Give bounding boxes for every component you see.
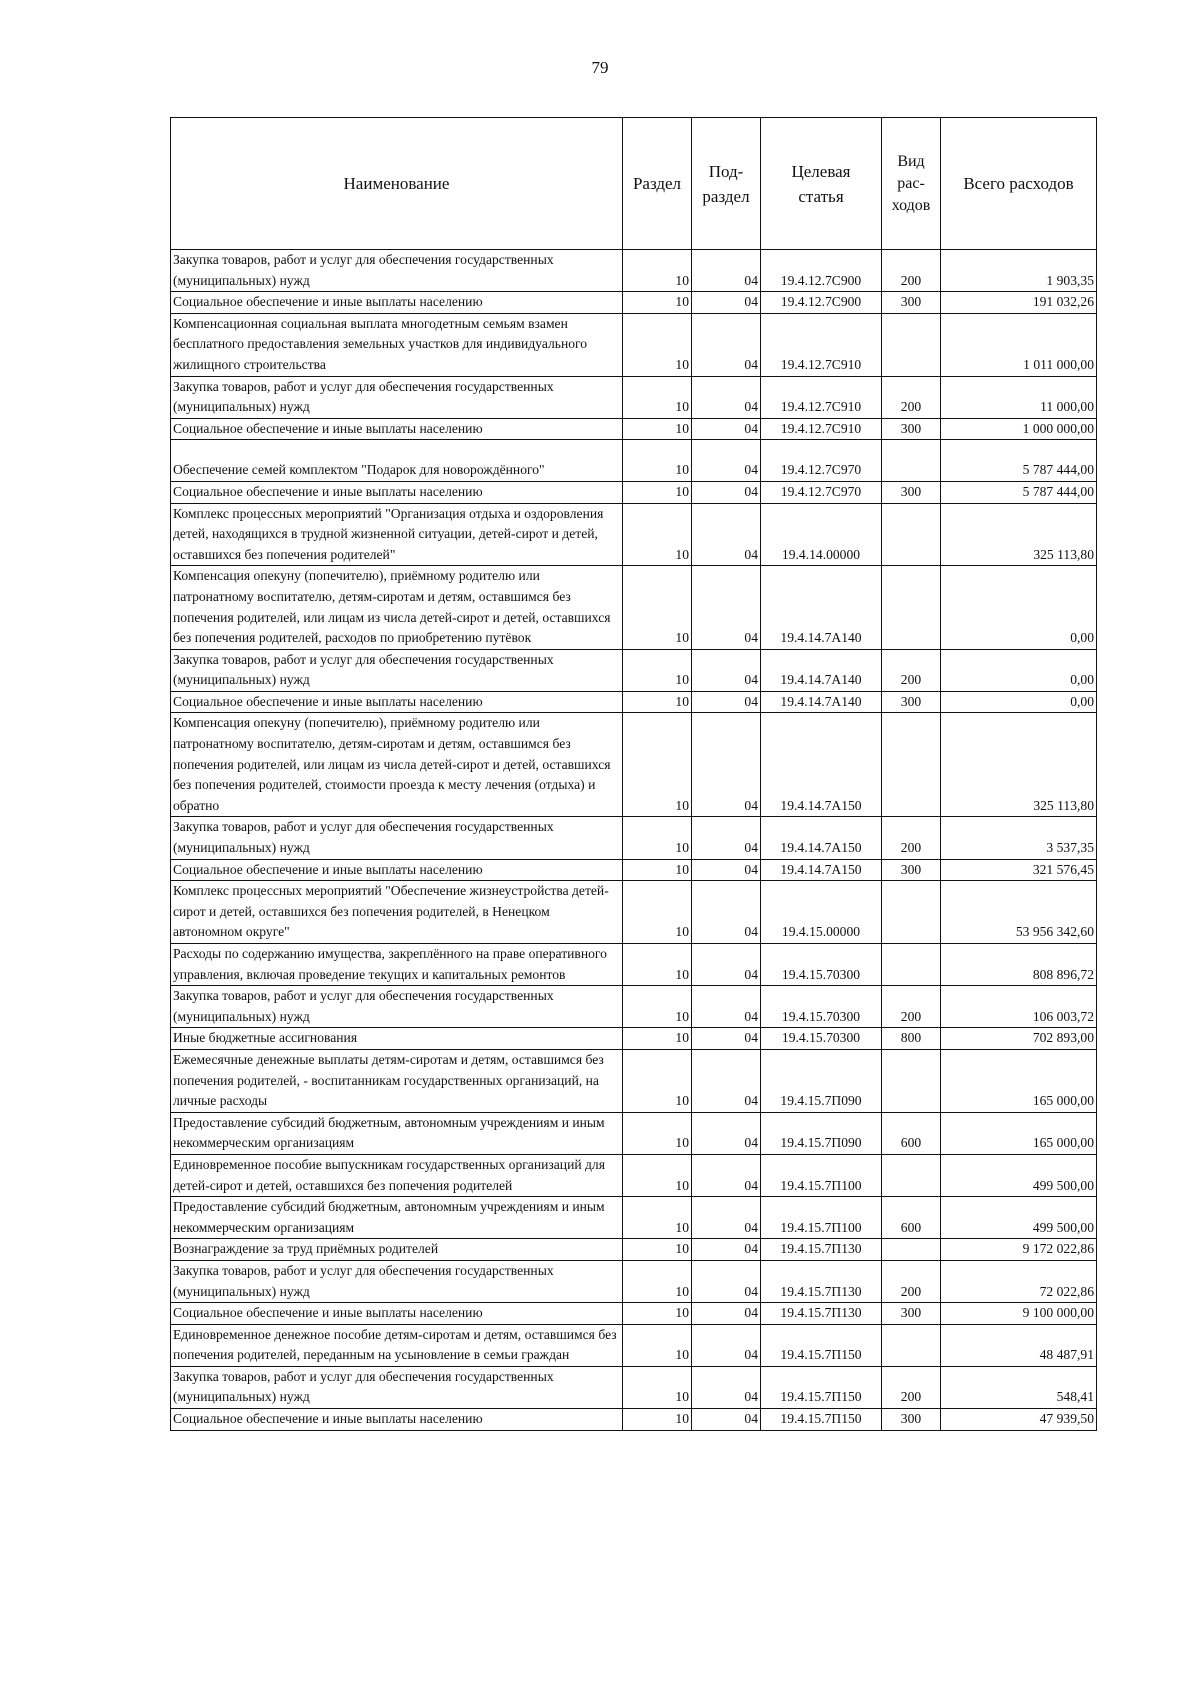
row-target-cell: 19.4.12.7С910 <box>761 376 882 418</box>
row-name-cell: Обеспечение семей комплектом "Подарок для новорождённого" <box>171 440 623 482</box>
row-section-cell: 10 <box>623 418 692 440</box>
row-section-cell: 10 <box>623 1366 692 1408</box>
row-name-cell: Социальное обеспечение и иные выплаты населению <box>171 691 623 713</box>
row-section-cell: 10 <box>623 986 692 1028</box>
row-total-cell: 0,00 <box>941 566 1097 649</box>
row-kind-cell <box>882 1239 941 1261</box>
row-target-cell: 19.4.14.7А150 <box>761 817 882 859</box>
row-name-cell: Социальное обеспечение и иные выплаты населению <box>171 859 623 881</box>
table-row <box>171 1197 1097 1239</box>
row-total-cell: 499 500,00 <box>941 1154 1097 1196</box>
row-subsection-cell: 04 <box>692 944 761 986</box>
row-name-cell: Закупка товаров, работ и услуг для обеспечения государственных (муниципальных) нужд <box>171 1366 623 1408</box>
row-subsection-cell: 04 <box>692 1260 761 1302</box>
row-subsection-cell: 04 <box>692 481 761 503</box>
row-kind-cell: 300 <box>882 691 941 713</box>
table-row <box>171 250 1097 292</box>
row-target-cell: 19.4.15.7П090 <box>761 1049 882 1112</box>
row-target-cell: 19.4.12.7С970 <box>761 440 882 482</box>
table-row <box>171 1324 1097 1366</box>
row-subsection-cell: 04 <box>692 1366 761 1408</box>
row-target-cell: 19.4.12.7С910 <box>761 313 882 376</box>
row-total-cell: 3 537,35 <box>941 817 1097 859</box>
row-name-cell: Социальное обеспечение и иные выплаты населению <box>171 1303 623 1325</box>
row-subsection-cell: 04 <box>692 1324 761 1366</box>
row-target-cell: 19.4.15.7П130 <box>761 1239 882 1261</box>
header-section: Раздел <box>623 118 692 250</box>
row-kind-cell <box>882 944 941 986</box>
row-section-cell: 10 <box>623 292 692 314</box>
row-total-cell: 0,00 <box>941 649 1097 691</box>
row-kind-cell <box>882 440 941 482</box>
row-target-cell: 19.4.12.7С900 <box>761 292 882 314</box>
table-row <box>171 691 1097 713</box>
row-target-cell: 19.4.14.7А150 <box>761 859 882 881</box>
row-name-cell: Закупка товаров, работ и услуг для обеспечения государственных (муниципальных) нужд <box>171 376 623 418</box>
row-subsection-cell: 04 <box>692 1303 761 1325</box>
table-row <box>171 649 1097 691</box>
row-section-cell: 10 <box>623 440 692 482</box>
row-kind-cell: 600 <box>882 1197 941 1239</box>
row-name-cell: Компенсация опекуну (попечителю), приёмному родителю или патронатному воспитателю, детям-сиротам и детям, оставшимся без попечения родителей, или лицам из числа детей-сирот и детей, оставшихся без попечения родителей, стоимости проезда к месту лечения (отдыха) и обратно <box>171 713 623 817</box>
row-total-cell: 1 000 000,00 <box>941 418 1097 440</box>
row-name-cell: Иные бюджетные ассигнования <box>171 1028 623 1050</box>
row-total-cell: 1 011 000,00 <box>941 313 1097 376</box>
row-total-cell: 48 487,91 <box>941 1324 1097 1366</box>
row-name-cell: Закупка товаров, работ и услуг для обеспечения государственных (муниципальных) нужд <box>171 1260 623 1302</box>
row-name-cell: Единовременное пособие выпускникам государственных организаций для детей-сирот и детей, оставшихся без попечения родителей <box>171 1154 623 1196</box>
row-name-cell: Социальное обеспечение и иные выплаты населению <box>171 1409 623 1431</box>
row-name-cell: Компенсация опекуну (попечителю), приёмному родителю или патронатному воспитателю, детям-сиротам и детям, оставшимся без попечения родителей, или лицам из числа детей-сирот и детей, оставшихся без попечения родителей, расходов по приобретению путёвок <box>171 566 623 649</box>
row-target-cell: 19.4.14.7А140 <box>761 649 882 691</box>
row-name-cell: Ежемесячные денежные выплаты детям-сиротам и детям, оставшимся без попечения родителей, - воспитанникам государственных организаций, на личные расходы <box>171 1049 623 1112</box>
table-row <box>171 481 1097 503</box>
budget-table <box>170 117 1097 1431</box>
row-kind-cell: 200 <box>882 1366 941 1408</box>
row-total-cell: 5 787 444,00 <box>941 440 1097 482</box>
row-target-cell: 19.4.15.00000 <box>761 881 882 944</box>
row-kind-cell: 600 <box>882 1112 941 1154</box>
header-name: Наименование <box>171 118 623 250</box>
row-name-cell: Социальное обеспечение и иные выплаты населению <box>171 292 623 314</box>
row-section-cell: 10 <box>623 1409 692 1431</box>
row-name-cell: Социальное обеспечение и иные выплаты населению <box>171 418 623 440</box>
row-kind-cell <box>882 503 941 566</box>
table-row <box>171 1366 1097 1408</box>
row-kind-cell: 300 <box>882 481 941 503</box>
row-section-cell: 10 <box>623 1049 692 1112</box>
row-section-cell: 10 <box>623 1028 692 1050</box>
row-kind-cell: 300 <box>882 1409 941 1431</box>
row-name-cell: Предоставление субсидий бюджетным, автономным учреждениям и иным некоммерческим организациям <box>171 1112 623 1154</box>
row-kind-cell <box>882 1049 941 1112</box>
header-kind: Вид рас- ходов <box>882 118 941 250</box>
row-section-cell: 10 <box>623 1303 692 1325</box>
row-total-cell: 72 022,86 <box>941 1260 1097 1302</box>
row-name-cell: Единовременное денежное пособие детям-сиротам и детям, оставшимся без попечения родителей, переданным на усыновление в семьи граждан <box>171 1324 623 1366</box>
row-name-cell: Вознаграждение за труд приёмных родителей <box>171 1239 623 1261</box>
row-name-cell: Расходы по содержанию имущества, закреплённого на праве оперативного управления, включая проведение текущих и капитальных ремонтов <box>171 944 623 986</box>
row-target-cell: 19.4.14.7А150 <box>761 713 882 817</box>
row-total-cell: 325 113,80 <box>941 713 1097 817</box>
table-row <box>171 1028 1097 1050</box>
row-kind-cell: 300 <box>882 418 941 440</box>
row-subsection-cell: 04 <box>692 713 761 817</box>
row-section-cell: 10 <box>623 1154 692 1196</box>
row-section-cell: 10 <box>623 881 692 944</box>
table-row <box>171 817 1097 859</box>
row-kind-cell: 200 <box>882 250 941 292</box>
row-name-cell: Закупка товаров, работ и услуг для обеспечения государственных (муниципальных) нужд <box>171 817 623 859</box>
row-section-cell: 10 <box>623 1260 692 1302</box>
row-target-cell: 19.4.14.7А140 <box>761 691 882 713</box>
table-row <box>171 1049 1097 1112</box>
table-row <box>171 1154 1097 1196</box>
table-row <box>171 566 1097 649</box>
row-total-cell: 165 000,00 <box>941 1112 1097 1154</box>
row-section-cell: 10 <box>623 313 692 376</box>
row-target-cell: 19.4.15.70300 <box>761 944 882 986</box>
row-target-cell: 19.4.12.7С900 <box>761 250 882 292</box>
row-subsection-cell: 04 <box>692 440 761 482</box>
row-name-cell: Социальное обеспечение и иные выплаты населению <box>171 481 623 503</box>
row-target-cell: 19.4.14.7А140 <box>761 566 882 649</box>
row-total-cell: 5 787 444,00 <box>941 481 1097 503</box>
row-section-cell: 10 <box>623 944 692 986</box>
row-section-cell: 10 <box>623 376 692 418</box>
row-total-cell: 191 032,26 <box>941 292 1097 314</box>
row-target-cell: 19.4.15.7П150 <box>761 1324 882 1366</box>
row-section-cell: 10 <box>623 691 692 713</box>
row-kind-cell: 800 <box>882 1028 941 1050</box>
row-target-cell: 19.4.14.00000 <box>761 503 882 566</box>
row-target-cell: 19.4.15.70300 <box>761 986 882 1028</box>
row-total-cell: 53 956 342,60 <box>941 881 1097 944</box>
row-name-cell: Компенсационная социальная выплата многодетным семьям взамен бесплатного предоставления земельных участков для индивидуального жилищного строительства <box>171 313 623 376</box>
row-section-cell: 10 <box>623 1239 692 1261</box>
row-kind-cell <box>882 881 941 944</box>
row-subsection-cell: 04 <box>692 292 761 314</box>
row-kind-cell: 200 <box>882 1260 941 1302</box>
row-subsection-cell: 04 <box>692 1112 761 1154</box>
row-target-cell: 19.4.12.7С910 <box>761 418 882 440</box>
row-section-cell: 10 <box>623 1112 692 1154</box>
row-name-cell: Закупка товаров, работ и услуг для обеспечения государственных (муниципальных) нужд <box>171 986 623 1028</box>
row-subsection-cell: 04 <box>692 418 761 440</box>
row-subsection-cell: 04 <box>692 376 761 418</box>
row-section-cell: 10 <box>623 503 692 566</box>
table-row <box>171 1239 1097 1261</box>
row-kind-cell <box>882 313 941 376</box>
row-section-cell: 10 <box>623 713 692 817</box>
row-total-cell: 9 100 000,00 <box>941 1303 1097 1325</box>
header-total: Всего расходов <box>941 118 1097 250</box>
row-target-cell: 19.4.15.70300 <box>761 1028 882 1050</box>
row-subsection-cell: 04 <box>692 1197 761 1239</box>
table-row <box>171 1409 1097 1431</box>
table-row <box>171 944 1097 986</box>
table-row <box>171 1260 1097 1302</box>
row-target-cell: 19.4.15.7П130 <box>761 1260 882 1302</box>
row-total-cell: 499 500,00 <box>941 1197 1097 1239</box>
row-kind-cell: 200 <box>882 986 941 1028</box>
row-target-cell: 19.4.15.7П090 <box>761 1112 882 1154</box>
row-subsection-cell: 04 <box>692 691 761 713</box>
row-name-cell: Закупка товаров, работ и услуг для обеспечения государственных (муниципальных) нужд <box>171 649 623 691</box>
table-row <box>171 376 1097 418</box>
row-target-cell: 19.4.15.7П130 <box>761 1303 882 1325</box>
row-kind-cell: 200 <box>882 649 941 691</box>
row-target-cell: 19.4.15.7П100 <box>761 1154 882 1196</box>
row-target-cell: 19.4.12.7С970 <box>761 481 882 503</box>
row-subsection-cell: 04 <box>692 881 761 944</box>
row-section-cell: 10 <box>623 566 692 649</box>
row-total-cell: 106 003,72 <box>941 986 1097 1028</box>
row-name-cell: Комплекс процессных мероприятий "Обеспечение жизнеустройства детей-сирот и детей, оставшихся без попечения родителей, в Ненецком автономном округе" <box>171 881 623 944</box>
table-header-row <box>171 118 1097 250</box>
row-total-cell: 702 893,00 <box>941 1028 1097 1050</box>
row-kind-cell: 300 <box>882 1303 941 1325</box>
table-row <box>171 503 1097 566</box>
row-total-cell: 0,00 <box>941 691 1097 713</box>
row-total-cell: 47 939,50 <box>941 1409 1097 1431</box>
row-target-cell: 19.4.15.7П150 <box>761 1409 882 1431</box>
row-total-cell: 321 576,45 <box>941 859 1097 881</box>
row-subsection-cell: 04 <box>692 1154 761 1196</box>
row-subsection-cell: 04 <box>692 817 761 859</box>
table-row <box>171 986 1097 1028</box>
row-total-cell: 1 903,35 <box>941 250 1097 292</box>
row-kind-cell: 300 <box>882 292 941 314</box>
header-subsection: Под- раздел <box>692 118 761 250</box>
row-name-cell: Комплекс процессных мероприятий "Организация отдыха и оздоровления детей, находящихся в трудной жизненной ситуации, детей-сирот и детей, оставшихся без попечения родителей" <box>171 503 623 566</box>
row-section-cell: 10 <box>623 649 692 691</box>
row-section-cell: 10 <box>623 481 692 503</box>
table-row <box>171 1112 1097 1154</box>
table-body <box>171 250 1097 1431</box>
row-kind-cell <box>882 1154 941 1196</box>
row-kind-cell <box>882 1324 941 1366</box>
row-kind-cell <box>882 713 941 817</box>
table-row <box>171 881 1097 944</box>
row-total-cell: 808 896,72 <box>941 944 1097 986</box>
row-subsection-cell: 04 <box>692 859 761 881</box>
row-subsection-cell: 04 <box>692 250 761 292</box>
row-name-cell: Закупка товаров, работ и услуг для обеспечения государственных (муниципальных) нужд <box>171 250 623 292</box>
row-target-cell: 19.4.15.7П100 <box>761 1197 882 1239</box>
row-subsection-cell: 04 <box>692 503 761 566</box>
row-target-cell: 19.4.15.7П150 <box>761 1366 882 1408</box>
row-subsection-cell: 04 <box>692 313 761 376</box>
row-section-cell: 10 <box>623 859 692 881</box>
row-section-cell: 10 <box>623 1324 692 1366</box>
row-subsection-cell: 04 <box>692 1028 761 1050</box>
table-row <box>171 418 1097 440</box>
row-section-cell: 10 <box>623 817 692 859</box>
row-subsection-cell: 04 <box>692 1049 761 1112</box>
row-kind-cell <box>882 566 941 649</box>
row-subsection-cell: 04 <box>692 1239 761 1261</box>
row-total-cell: 9 172 022,86 <box>941 1239 1097 1261</box>
header-target: Целевая статья <box>761 118 882 250</box>
row-total-cell: 548,41 <box>941 1366 1097 1408</box>
row-subsection-cell: 04 <box>692 986 761 1028</box>
table-row <box>171 292 1097 314</box>
row-section-cell: 10 <box>623 250 692 292</box>
table-row <box>171 1303 1097 1325</box>
row-total-cell: 325 113,80 <box>941 503 1097 566</box>
page-number: 79 <box>591 58 609 77</box>
table-row <box>171 440 1097 482</box>
table-row <box>171 313 1097 376</box>
row-total-cell: 11 000,00 <box>941 376 1097 418</box>
row-name-cell: Предоставление субсидий бюджетным, автономным учреждениям и иным некоммерческим организациям <box>171 1197 623 1239</box>
row-kind-cell: 300 <box>882 859 941 881</box>
table-row <box>171 713 1097 817</box>
row-kind-cell: 200 <box>882 376 941 418</box>
row-subsection-cell: 04 <box>692 1409 761 1431</box>
row-section-cell: 10 <box>623 1197 692 1239</box>
table-row <box>171 859 1097 881</box>
row-total-cell: 165 000,00 <box>941 1049 1097 1112</box>
row-subsection-cell: 04 <box>692 566 761 649</box>
row-kind-cell: 200 <box>882 817 941 859</box>
row-subsection-cell: 04 <box>692 649 761 691</box>
